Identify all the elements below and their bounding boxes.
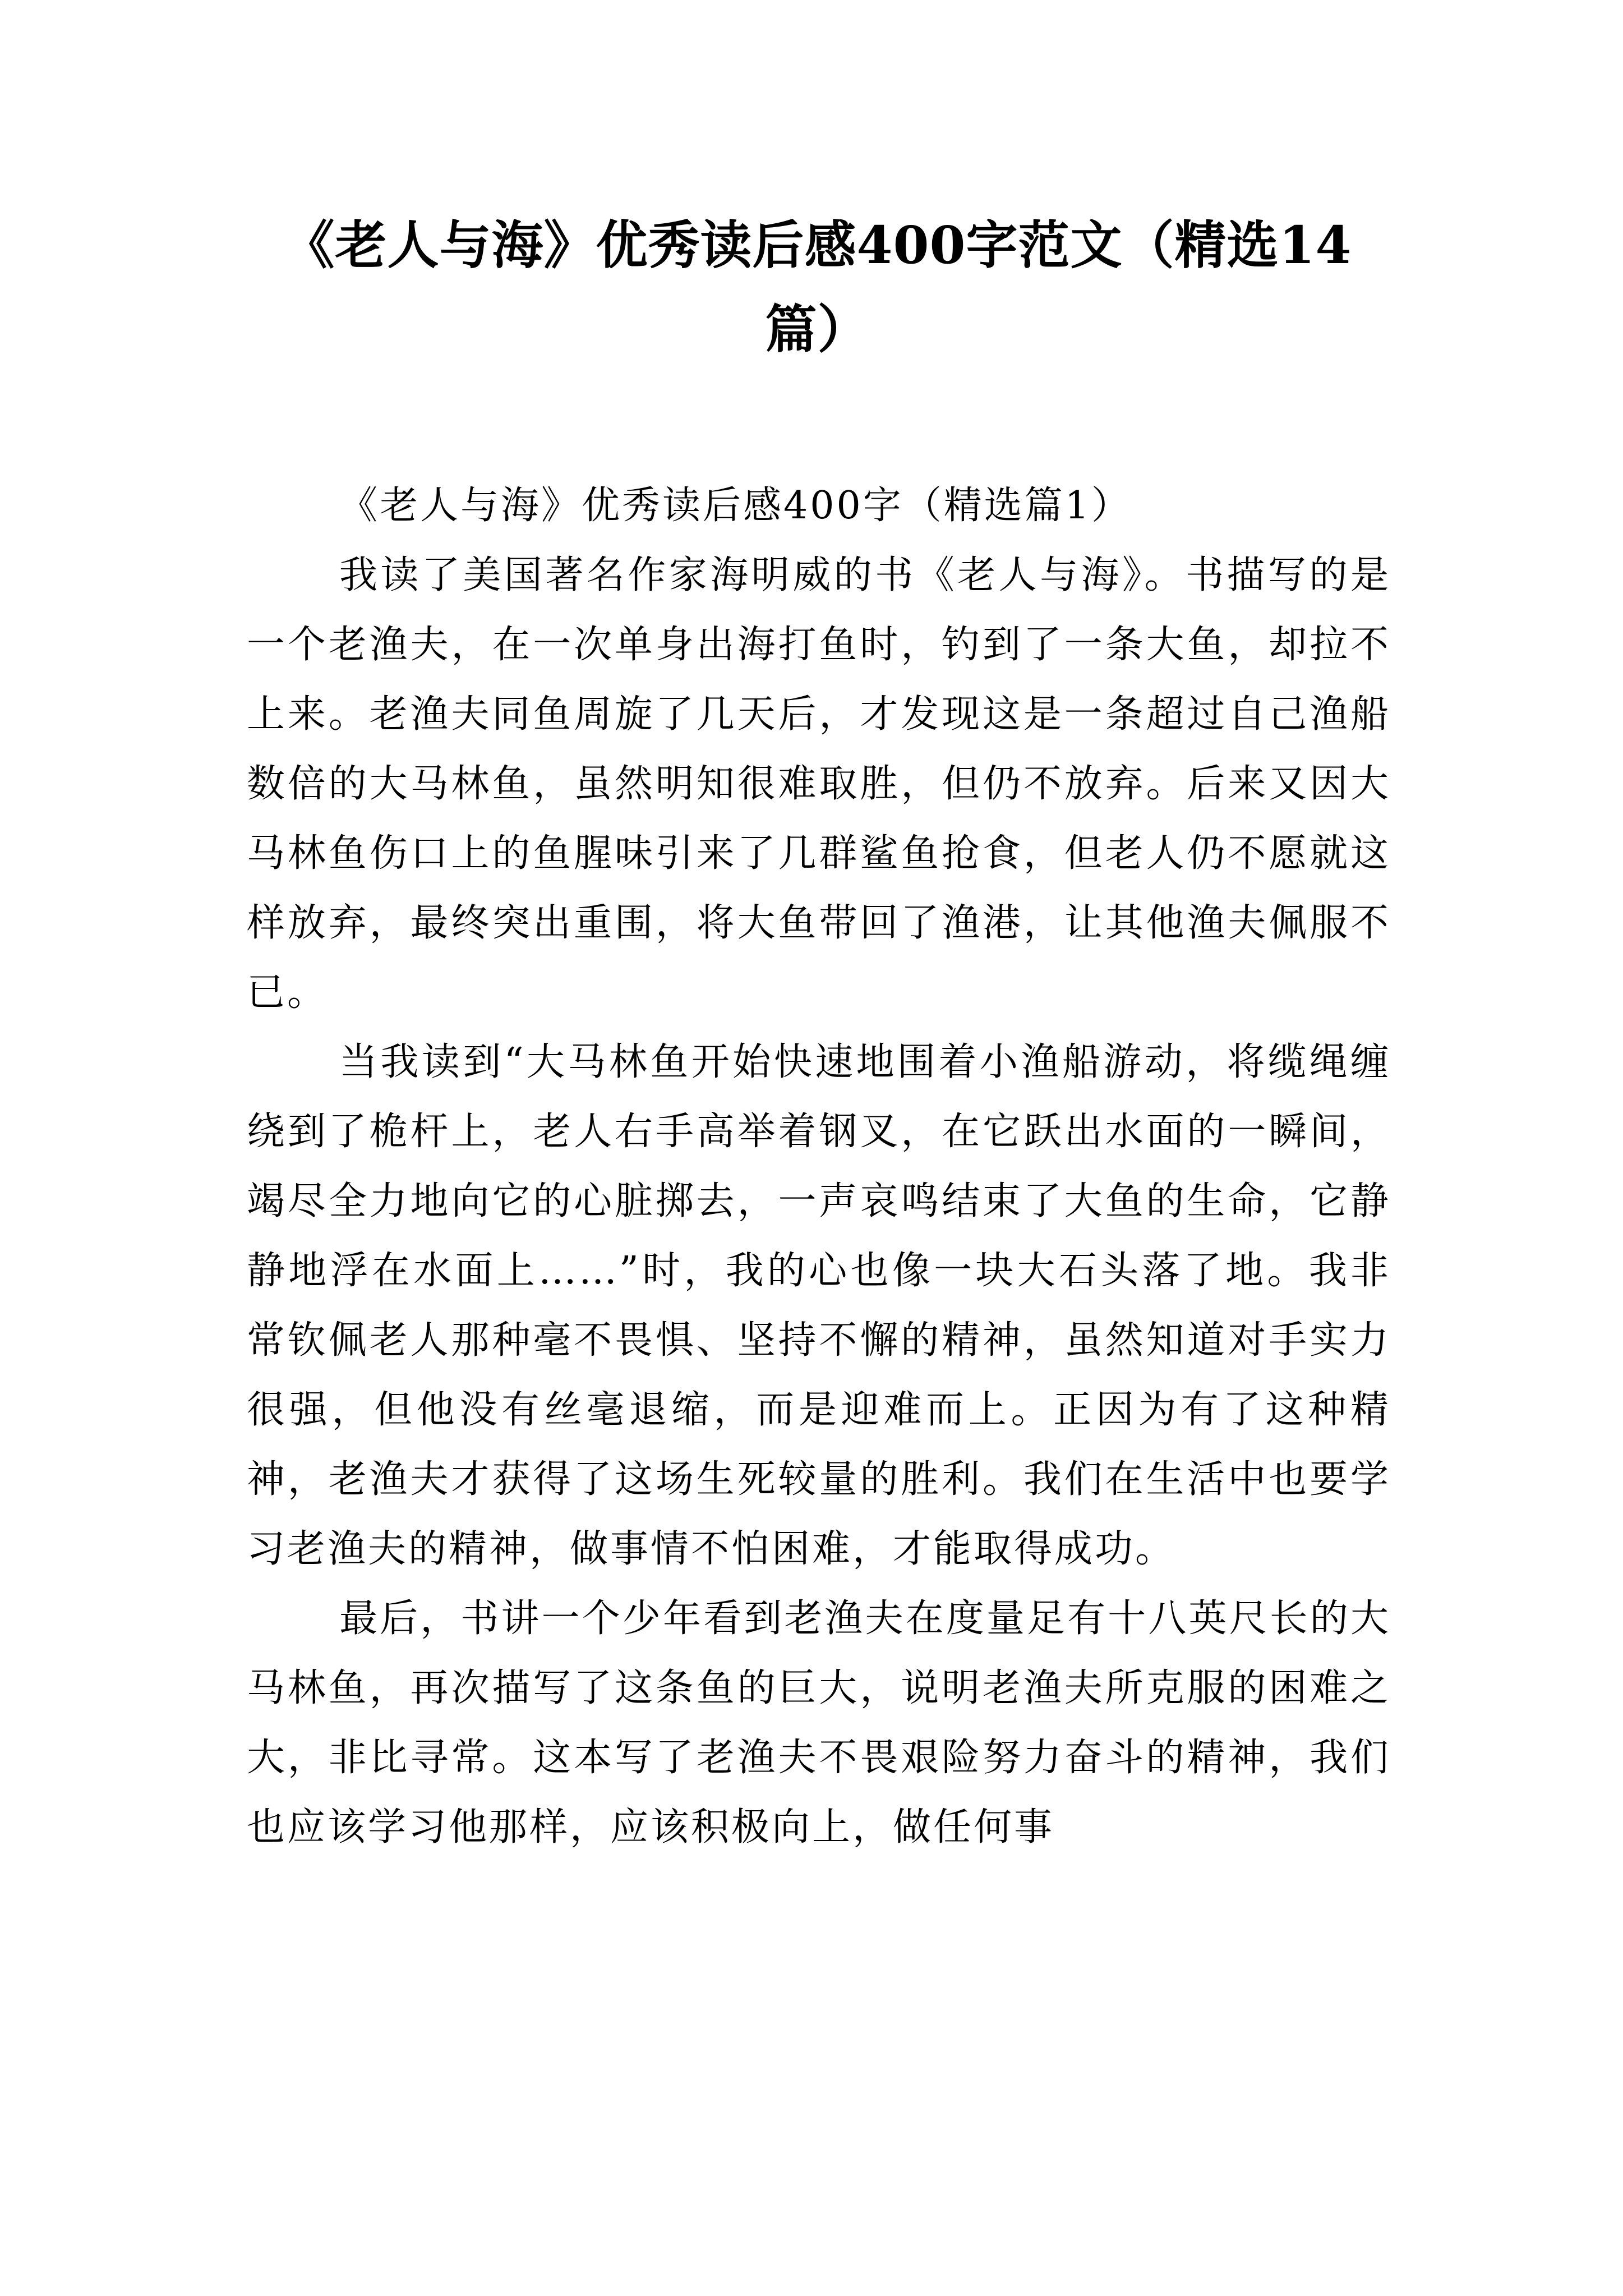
paragraph-2: 当我读到“大马林鱼开始快速地围着小渔船游动，将缆绳缠绕到了桅杆上，老人右手高举着钢叉，在它跃出水面的一瞬间，竭尽全力地向它的心脏掷去，一声哀鸣结束了大鱼的生命，它静静地浮在水面上……”时，我的心也像一块大石头落了地。我非常钦佩老人那种毫不畏惧、坚持不懈的精神，虽然知道对手实力很强，但他没有丝毫退缩，而是迎难而上。正因为有了这种精神，老渔夫才获得了这场生死较量的胜利。我们在生活中也要学习老渔夫的精神，做事情不怕困难，才能取得成功。: [247, 1040, 1391, 1571]
section-heading: 《老人与海》优秀读后感400字（精选篇1）: [339, 484, 1132, 528]
paragraph-1: 我读了美国著名作家海明威的书《老人与海》。书描写的是一个老渔夫，在一次单身出海打鱼时，钓到了一条大鱼，却拉不上来。老渔夫同鱼周旋了几天后，才发现这是一条超过自己渔船数倍的大马林鱼，虽然明知很难取胜，但仍不放弃。后来又因大马林鱼伤口上的鱼腥味引来了几群鲨鱼抢食，但老人仍不愿就这样放弃，最终突出重围，将大鱼带回了渔港，让其他渔夫佩服不已。: [247, 553, 1391, 1015]
document-title: 《老人与海》优秀读后感400字范文（精选14篇）: [283, 215, 1352, 360]
paragraph-3: 最后，书讲一个少年看到老渔夫在度量足有十八英尺长的大马林鱼，再次描写了这条鱼的巨大，说明老渔夫所克服的困难之大，非比寻常。这本写了老渔夫不畏艰险努力奋斗的精神，我们也应该学习他那样，应该积极向上，做任何事: [247, 1596, 1391, 1849]
document-body: [247, 471, 1391, 1862]
